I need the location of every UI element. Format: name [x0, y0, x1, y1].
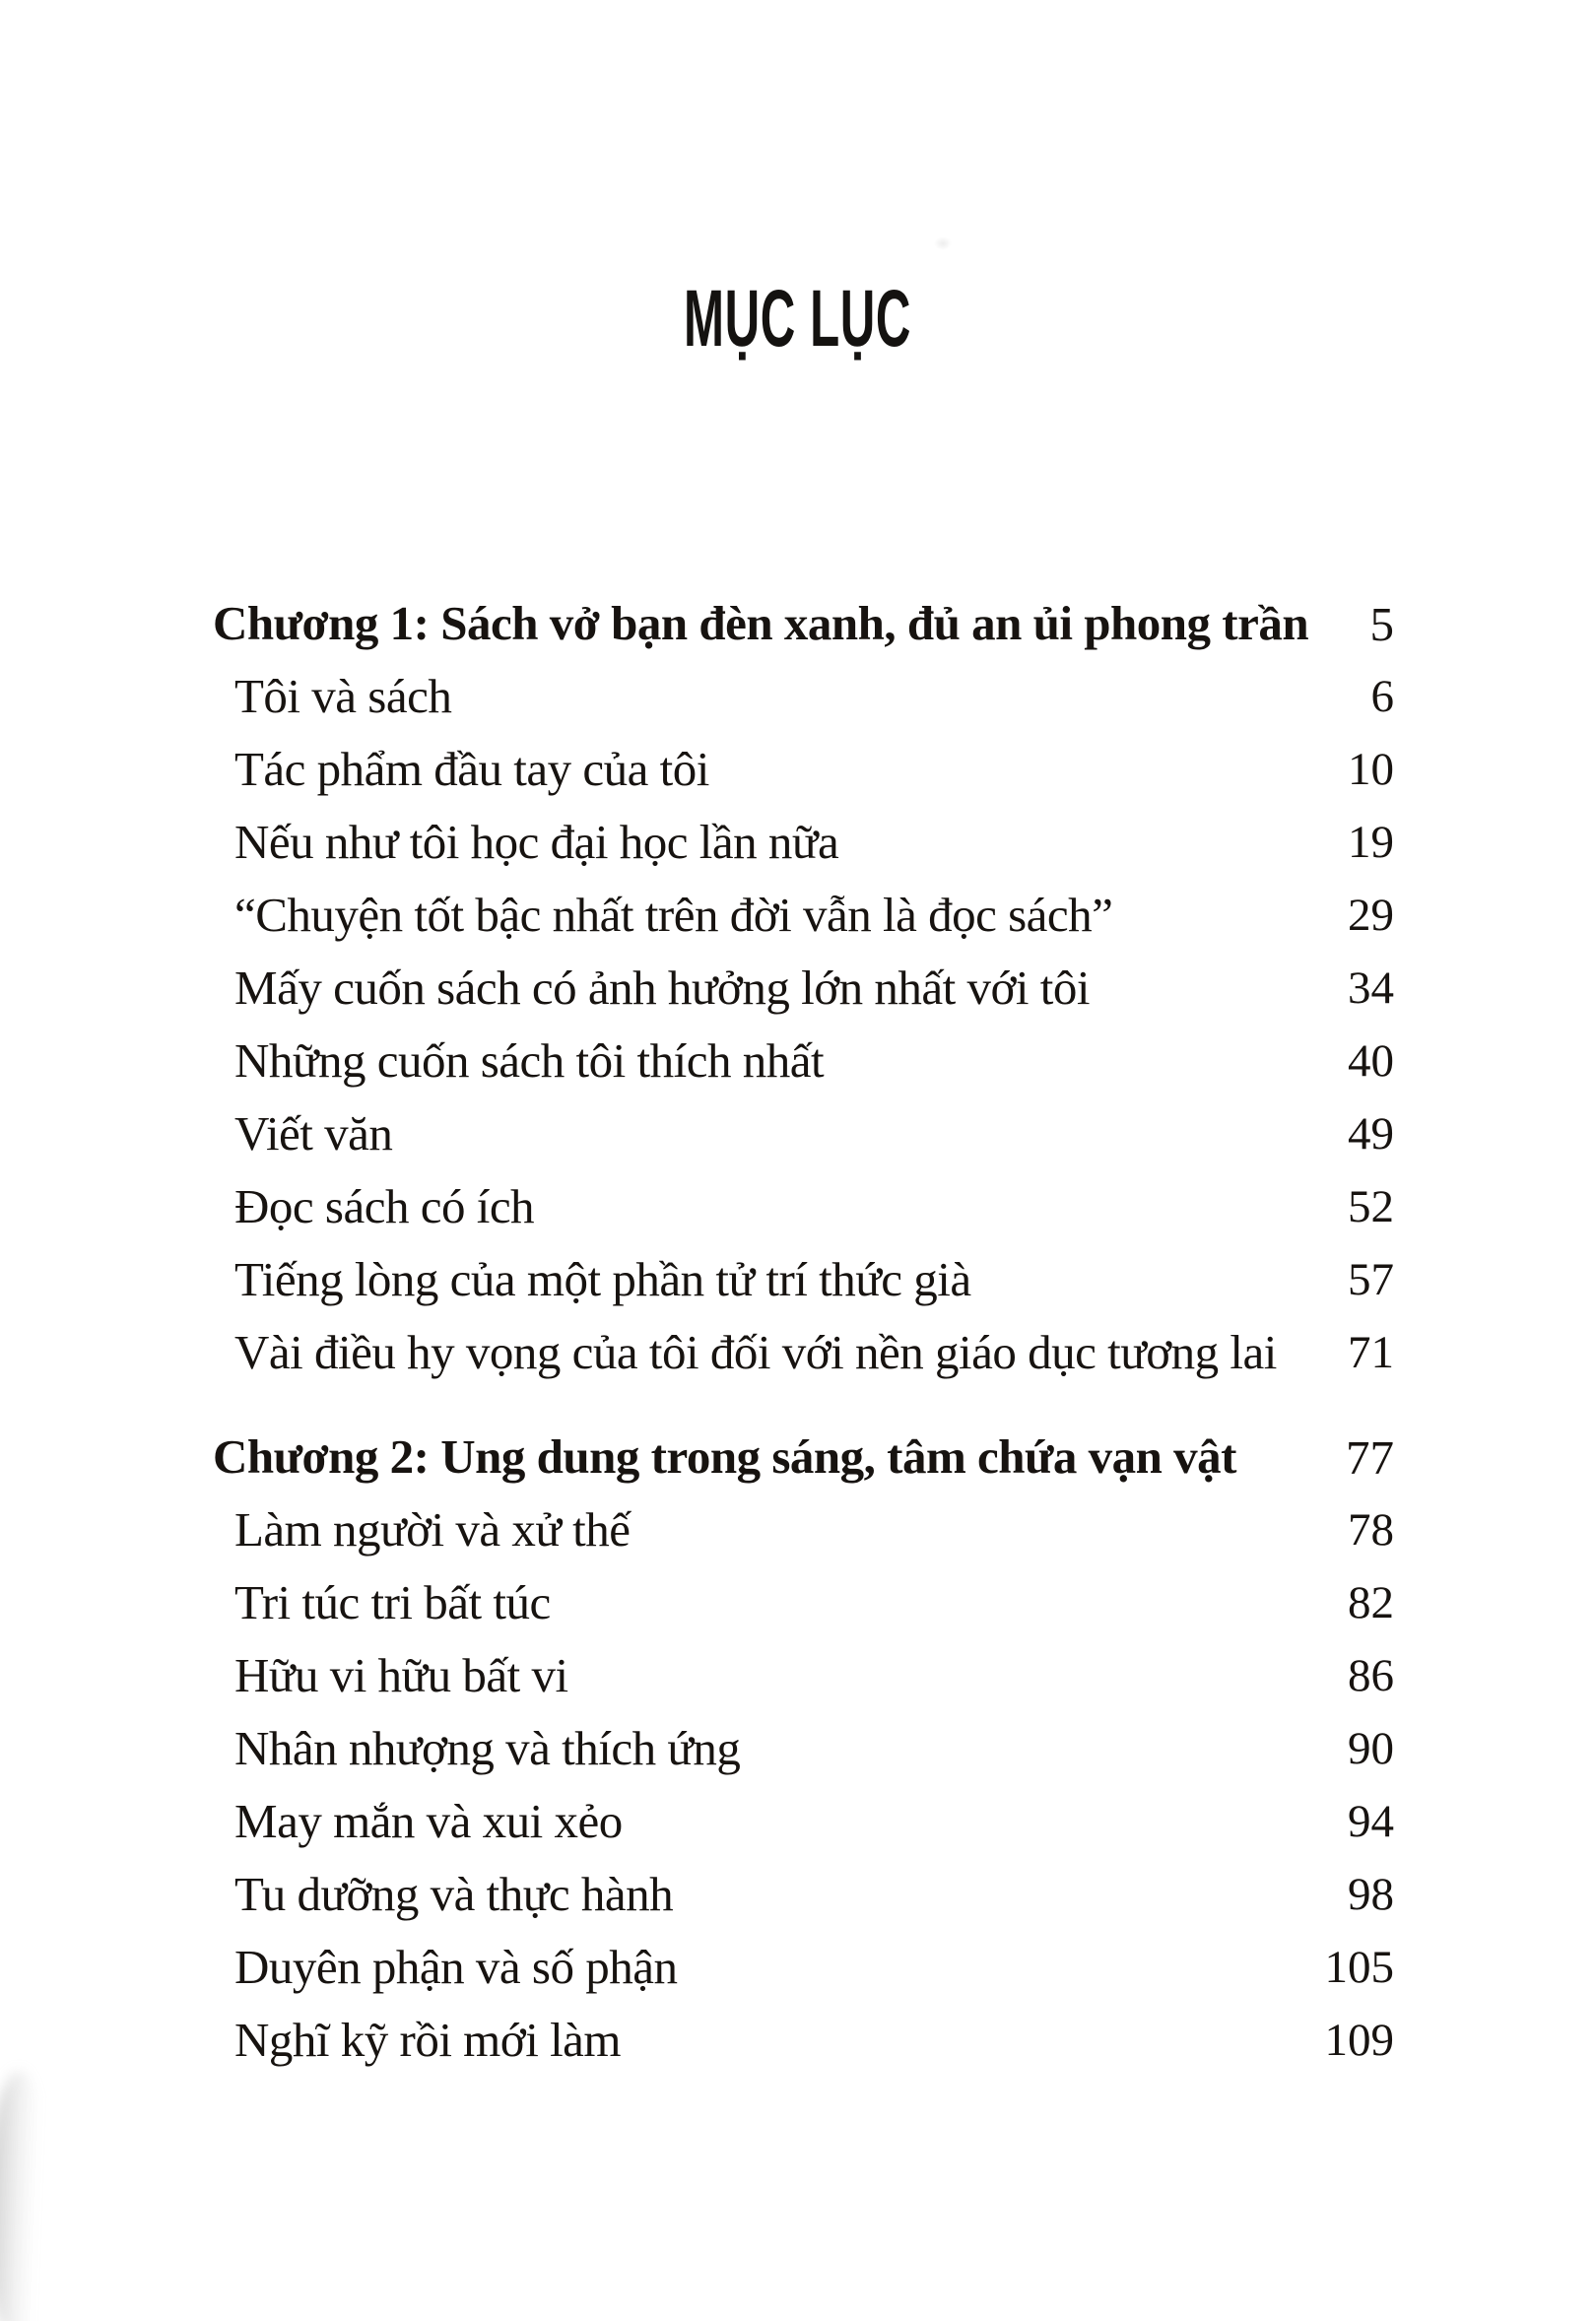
toc-item-pagenum: 82 — [1348, 1576, 1394, 1628]
toc-item-pagenum: 19 — [1348, 816, 1394, 868]
toc-item-row — [213, 806, 1394, 879]
toc-chapter-row — [213, 1421, 1394, 1493]
page-title — [0, 274, 1596, 364]
toc-item-label: Tôi và sách — [234, 668, 452, 723]
toc-item-pagenum: 29 — [1348, 889, 1394, 941]
toc-chapter-pagenum: 77 — [1346, 1429, 1394, 1485]
toc-item-pagenum: 6 — [1370, 670, 1394, 722]
toc-item-pagenum: 109 — [1324, 2014, 1394, 2066]
toc-item-row — [213, 1785, 1394, 1858]
toc-chapter-row — [213, 587, 1394, 660]
toc-item-label: Hữu vi hữu bất vi — [234, 1647, 568, 1702]
toc-item-label: Làm người và xử thế — [234, 1501, 631, 1557]
toc-item-pagenum: 34 — [1348, 962, 1394, 1014]
toc-item-pagenum: 98 — [1348, 1868, 1394, 1920]
toc-item-pagenum: 52 — [1348, 1180, 1394, 1232]
toc-item-label: Đọc sách có ích — [234, 1178, 535, 1233]
toc-item-row — [213, 2004, 1394, 2077]
toc-item-row — [213, 1316, 1394, 1389]
toc-item-label: Nếu như tôi học đại học lần nữa — [234, 814, 839, 869]
toc-list — [213, 587, 1394, 2077]
toc-item-pagenum: 94 — [1348, 1795, 1394, 1847]
toc-item-pagenum: 78 — [1348, 1503, 1394, 1556]
toc-item-label: “Chuyện tốt bậc nhất trên đời vẫn là đọc sách” — [234, 887, 1113, 942]
scan-speck-artifact — [934, 236, 952, 250]
toc-item-label: Mấy cuốn sách có ảnh hưởng lớn nhất với tôi — [234, 960, 1090, 1015]
toc-item-row — [213, 1639, 1394, 1712]
toc-item-row — [213, 1931, 1394, 2004]
toc-item-pagenum: 71 — [1348, 1326, 1394, 1378]
toc-item-row — [213, 660, 1394, 733]
toc-item-row — [213, 1243, 1394, 1316]
toc-item-label: Tiếng lòng của một phần tử trí thức già — [234, 1251, 971, 1306]
toc-item-row — [213, 1858, 1394, 1931]
toc-chapter-pagenum: 5 — [1369, 596, 1394, 651]
toc-item-row — [213, 1097, 1394, 1170]
toc-item-row — [213, 879, 1394, 952]
toc-item-label: Vài điều hy vọng của tôi đối với nền giáo dục tương lai — [234, 1324, 1277, 1379]
toc-item-label: May mắn và xui xẻo — [234, 1793, 623, 1848]
toc-item-pagenum: 86 — [1348, 1649, 1394, 1701]
toc-item-row — [213, 952, 1394, 1025]
toc-item-row — [213, 1493, 1394, 1566]
toc-item-pagenum: 40 — [1348, 1034, 1394, 1087]
toc-chapter-label: Chương 2: Ung dung trong sáng, tâm chứa vạn vật — [213, 1428, 1236, 1484]
toc-item-pagenum: 90 — [1348, 1722, 1394, 1774]
toc-chapter-label: Chương 1: Sách vở bạn đèn xanh, đủ an ủi phong trần — [213, 595, 1309, 650]
toc-item-pagenum: 10 — [1348, 743, 1394, 795]
toc-item-pagenum: 57 — [1348, 1253, 1394, 1305]
toc-item-row — [213, 733, 1394, 806]
toc-item-label: Tri túc tri bất túc — [234, 1574, 551, 1629]
toc-item-label: Duyên phận và số phận — [234, 1939, 678, 1994]
toc-item-row — [213, 1025, 1394, 1097]
toc-item-label: Những cuốn sách tôi thích nhất — [234, 1032, 825, 1088]
page-edge-smudge — [0, 2070, 54, 2321]
toc-item-row — [213, 1712, 1394, 1785]
toc-item-pagenum: 105 — [1324, 1941, 1394, 1993]
page-title-text: MỤC LỤC — [684, 274, 912, 364]
toc-item-label: Nghĩ kỹ rồi mới làm — [234, 2012, 622, 2067]
toc-item-label: Viết văn — [234, 1105, 393, 1160]
toc-item-pagenum: 49 — [1348, 1107, 1394, 1160]
toc-item-row — [213, 1170, 1394, 1243]
toc-item-row — [213, 1566, 1394, 1639]
toc-item-label: Tác phẩm đầu tay của tôi — [234, 741, 709, 796]
toc-item-label: Tu dưỡng và thực hành — [234, 1866, 674, 1921]
toc-item-label: Nhân nhượng và thích ứng — [234, 1720, 741, 1775]
